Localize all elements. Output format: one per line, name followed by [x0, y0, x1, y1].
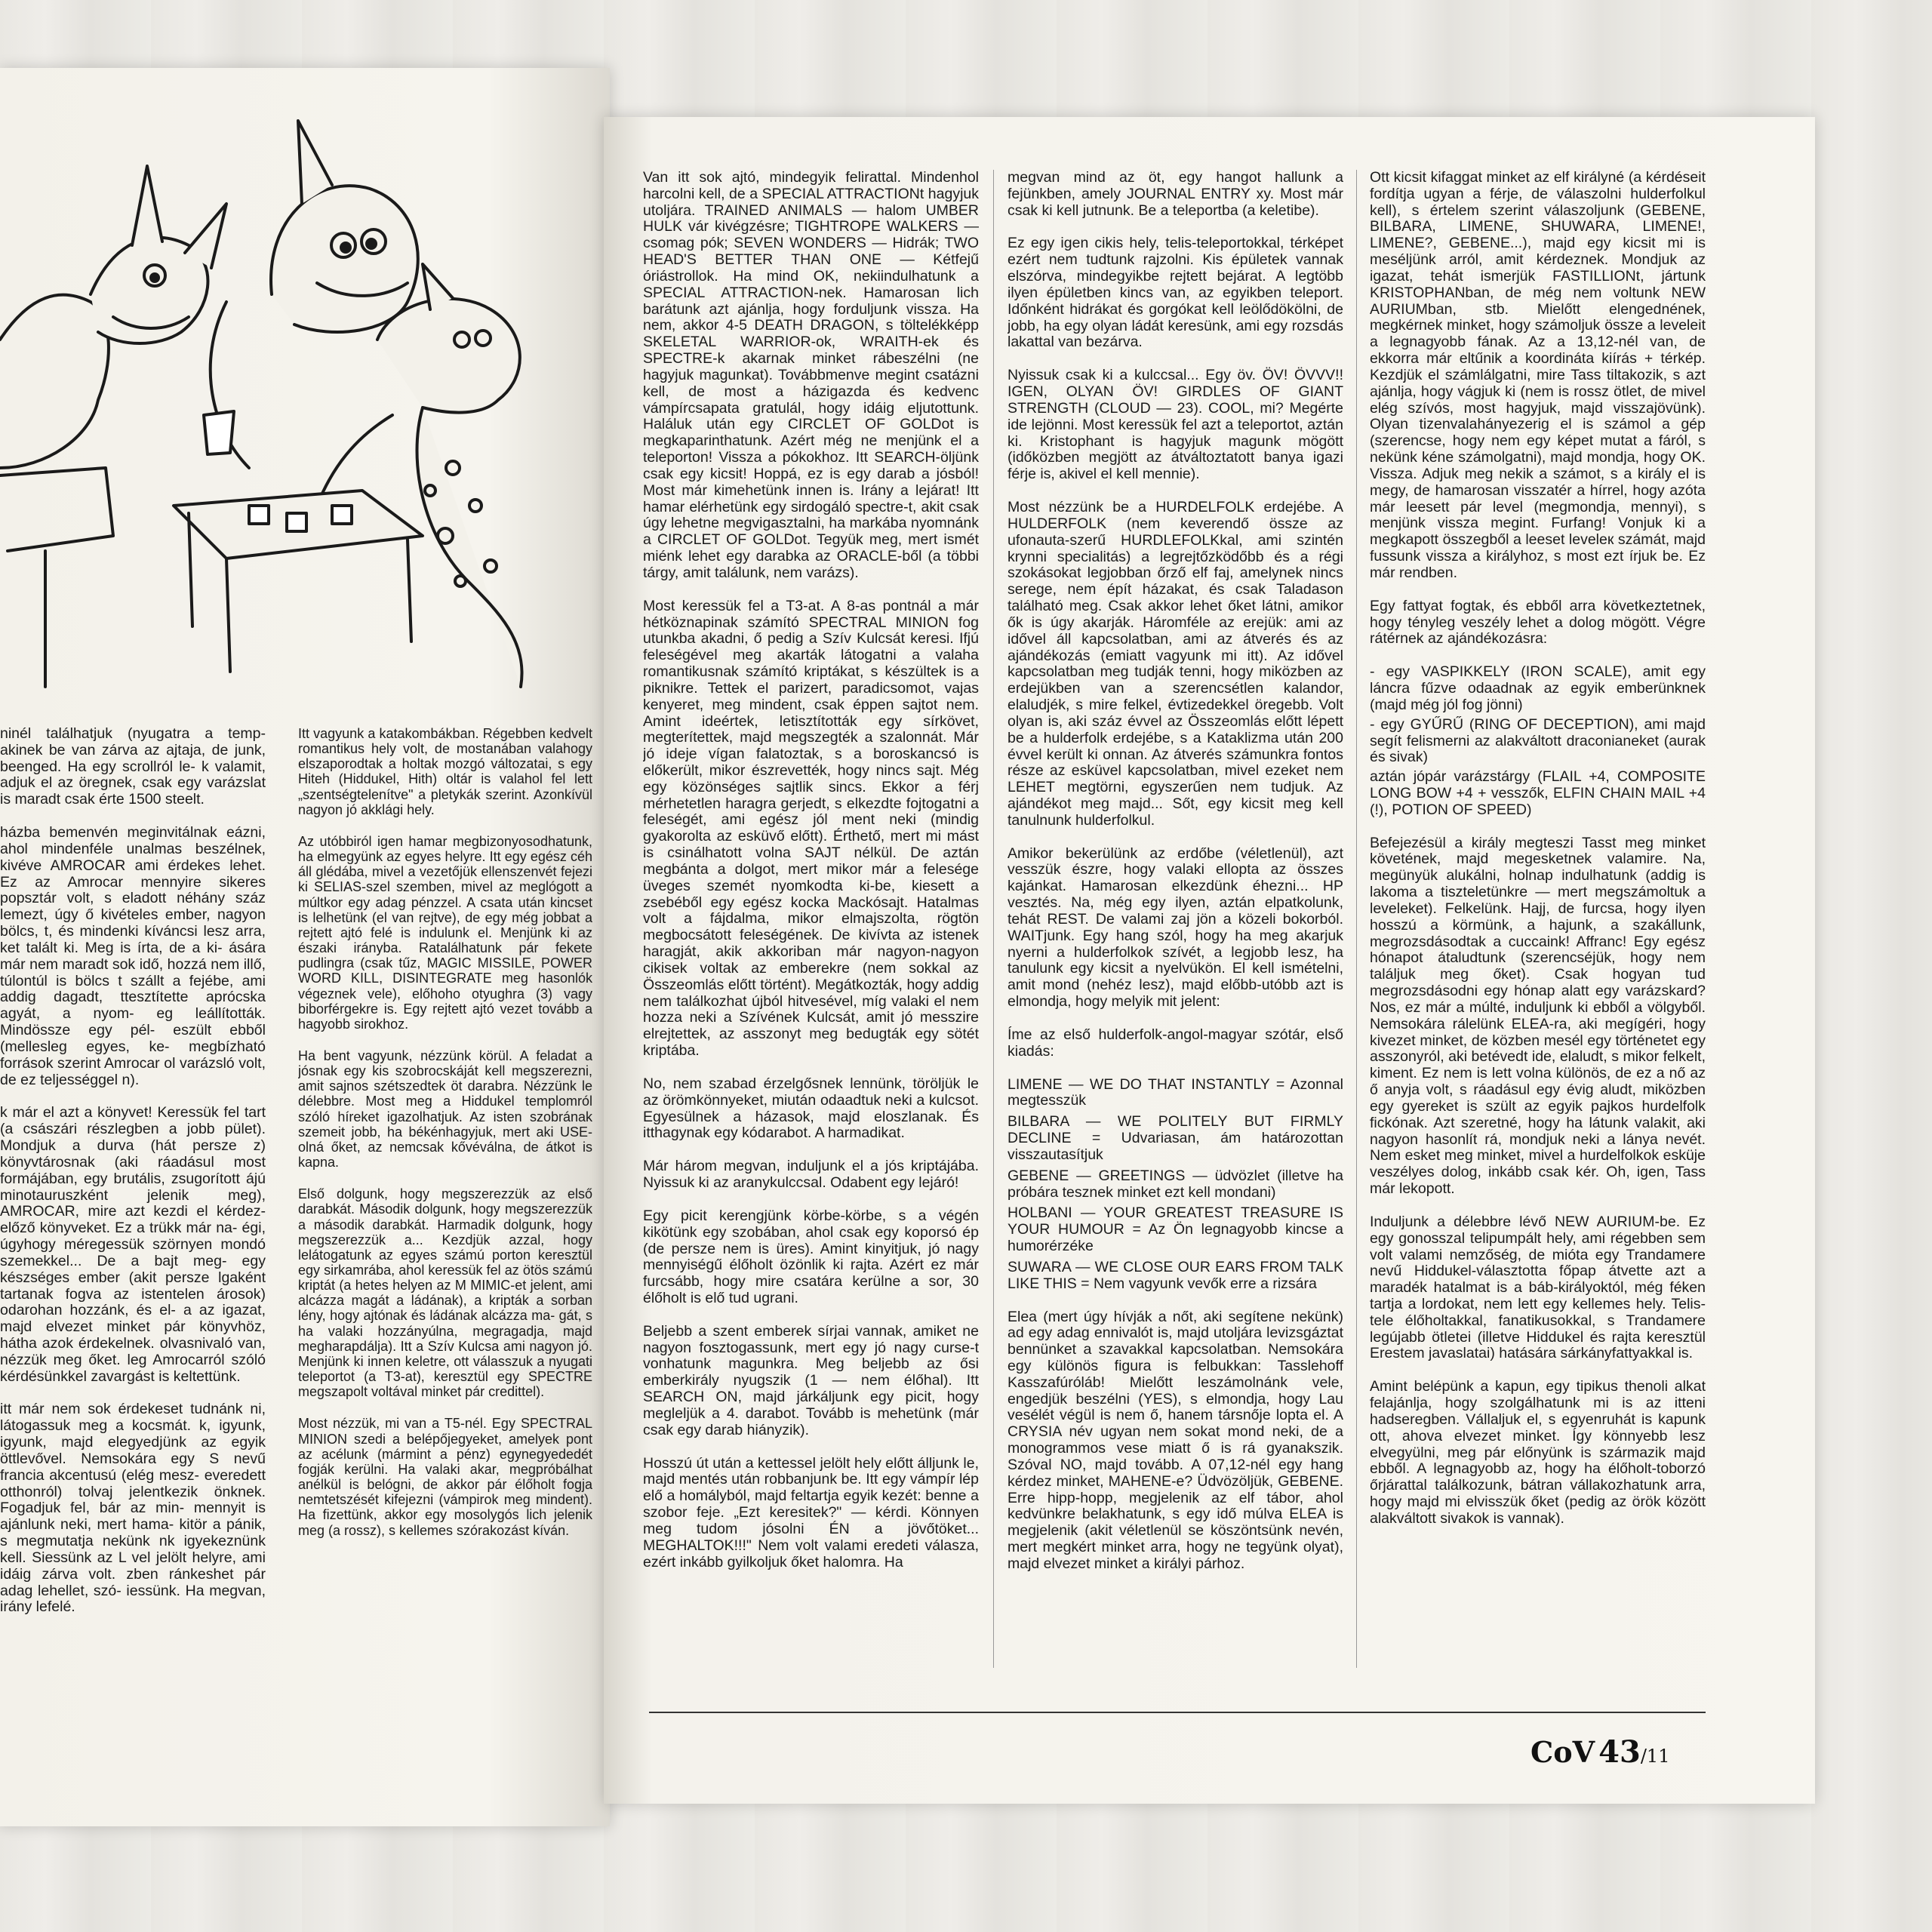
left-column-1: [0, 726, 266, 1745]
paragraph: Ez egy igen cikis hely, telis-teleportokkal, térképet ezért nem tudtunk rajzolni. Kis épületek vannak elszórva, mindegyikbe rejtett bejárat. A legtöbb ilyen épületben kincs van, az egyikben teleport. Időnként hidrákat és gorgókat kell leölődökölni, de jobb, ha egy olyan ládát keresünk, ami egy rozsdás lakattal van bezárva.: [1008, 235, 1343, 351]
paragraph: Most nézzünk be a HURDELFOLK erdejébe. A HULDERFOLK (nem keverendő össze az ufonauta-szerű HURDLEFOLKkal, ami szintén krynni specialitás) a legrejtőzködőbb és a régi szokásokat legjobban őrző elf faj, amelynek nincs serege, nem épít házakat, és csak Taladason található meg. Csak akkor lehet őket látni, amikor ők is úgy akarják. Háromféle az erejük: ami az idővel áll kapcsolatban, ami az átverés és az ajándékozás (emiatt vagyunk mi itt). Az idővel kapcsolatban meg tudják tenni, hogy miközben az erdejükben van a szerencsétlen kalandor, elaludjék, s mire felkel, évtizedekkel öregebb. Volt olyan is, aki száz évvel az Összeomlás előtt lépett be a hulderfolk erdejébe, s a Kataklizma után 200 évvel került ki onnan. Az átverés számunkra fontos része az esküvel kapcsolatban, mivel ezeket nem LEHET megtörni, egyszerűen nem tudjuk. Az ajándékot meg majd... Sőt, egy kicsit meg kell tanulnunk hulderfolkul.: [1008, 499, 1343, 829]
paragraph: Hosszú út után a kettessel jelölt hely előtt álljunk le, majd mentés után robbanjunk be. Itt egy vámpír lép elő a homályból, majd feltartja egyik kezét: benne a szobor feje. „Ezt keresitek?" — kérdi. Könnyen meg tudom jósolni ÉN a jövőtöket... MEGHALTOK!!!" Nem volt valami eredeti válasza, ezért inkább gyilkoljuk őket halomra. Ha: [643, 1454, 979, 1571]
paragraph: Nyissuk csak ki a kulccsal... Egy öv. ÖV! ÖVVV!! IGEN, OLYAN ÖV! GIRDLES OF GIANT STRENGTH (CLOUD — 23). COOL, mi? Megérte ide lejönni. Most keressük fel azt a teleportot, aztán ki. Kristophant is hagyjuk magunk mögött (időközben megjött az átváltoztatott banya igazi férje is, akivel el kell mennie).: [1008, 367, 1343, 483]
issue-number: 43: [1598, 1734, 1641, 1770]
right-column-3: [1370, 170, 1706, 1672]
paragraph: Most nézzük, mi van a T5-nél. Egy SPECTRAL MINION szedi a belépőjegyeket, amelyek pont az acélunk (mármint a pénz) egynegyededét fogják kerülni. Ha valaki akar, megpróbálhat anélkül is belógni, de akkor pár élőholt fogja nemtetszését kifejezni (vámpirok meg mindent). Ha fizettünk, akkor egy mosolygós lich jelenik meg (a rossz), s kellemes szórakozást kíván.: [298, 1416, 592, 1538]
right-column-2: [1008, 170, 1343, 1672]
left-column-2: [298, 726, 592, 1745]
paragraph: k már el azt a könyvet! Keressük fel tart (a császári részlegben a jobb pület). Mondjuk a durva (hát persze z) könyvtárosnak (aki ráadásul most formájában, egy brutális, zsugorított ájú minotauruszként jelenik meg), AMROCAR, mire azt kezdi el kérdez- előző könyveket. Ez a trükk már na- égi, úgyhogy méregessük szörnyen mondó szemekkel... De a bajt meg- egy készséges ember (akit persze lgaként tartanak fogva az istentelen árosok) odarohan hozzánk, és el- a az igazat, majd elvezet minket pár könyvhöz, hátha azok érdekelnek. olvasnivaló van, nézzük meg őket. leg Amrocarról szóló kérdésünkkel zavargást is keltettünk.: [0, 1104, 266, 1385]
paragraph: No, nem szabad érzelgősnek lennünk, töröljük le az örömkönnyeket, miután odaadtuk neki a kulcsot. Egyesülnek a házasok, majd eloszlanak. És itthagynak egy kódarabot. A harmadikat.: [643, 1075, 979, 1142]
paragraph: Ha bent vagyunk, nézzünk körül. A feladat a jósnak egy kis szobrocskáját kell megszerezni, amit sajnos szétszedtek öt darabra. Nézzünk le délebbre. Most meg a Hiddukel templomról szóló híreket igazolhatjuk. Az isten szobrának szemeit jobb, ha békénhagyjuk, mert aki USE-olná őket, az nemcsak kővéválna, de átkot is kapna.: [298, 1048, 592, 1171]
footer-rule: [649, 1712, 1706, 1713]
paragraph: Van itt sok ajtó, mindegyik felirattal. Mindenhol harcolni kell, de a SPECIAL ATTRACTIONt hagyjuk utoljára. TRAINED ANIMALS — halom UMBER HULK vár kivégzésre; TIGHTROPE WALKERS — csomag pók; SEVEN WONDERS — Hidrák; TWO HEAD'S BETTER THAN ONE — Kétfejű óriástrollok. Ha mind OK, nekiindulhatunk a SPECIAL ATTRACTION-nek. Hamarosan lich barátunk azt ajánlja, hogy forduljunk vissza. Ha nem, akkor 4-5 DEATH DRAGON, s töltelékképp SKELETAL WARRIOR-ok, WRAITH-ek és SPECTRE-k akarnak minket rábeszélni (ne hagyjuk magunkat). Továbbmenve megint csatázni kell, de most a házigazda és kedvenc vámpírcsapata gratulál, hogy idáig eljutottunk. Haláluk után egy CIRCLET OF GOLDot is megkaparinthatunk. Azért még ne menjünk el a teleporton! Vissza a pókokhoz. Itt SEARCH-öljünk csak egy kicsit! Hoppá, ez is egy darab a jósból! Most már kimehetünk innen is. Irány a lejárat! Itt hamar elérhetünk egy sirdogáló spectre-t, akit csak úgy lehetne megvigasztalni, ha markába nyomnánk a CIRCLET OF GOLDot. Tegyük meg, mert ismét miénk lehet egy darabka az ORACLE-ből (a többi tárgy, amit találunk, nem varázs).: [643, 170, 979, 581]
paragraph: Első dolgunk, hogy megszerezzük az első darabkát. Második dolgunk, hogy megszerezzük a második darabkát. Harmadik dolgunk, hogy megszerezzük a... Kezdjük azzal, hogy lelátogatunk az egyes számú porton keresztül egy sirkamrába, ahol keressük fel az ötös számú kriptát (a hetes helyen az M MIMIC-et jelent, ami alcázza magát a ládának), a kripták a sorban lény, hogy ajtónak és ládának alcázza ma- gát, s ha valaki hozzányúlna, megragadja, majd megharapdálja). Itt a Szív Kulcsa ami nagyon jó. Menjünk ki innen keletre, ott válasszuk a nyugati teleportot (a T3-at), keresztül egy SPECTRE megszapolt voltával minket pár credittel).: [298, 1186, 592, 1400]
paragraph: ninél találhatjuk (nyugatra a temp- akinek be van zárva az ajtaja, de junk, beenged. Ha egy scrollról le- k valamit, adjuk el az öregnek, csak egy varázslat is maradt csak érte 1500 steelt.: [0, 726, 266, 808]
paragraph: Most keressük fel a T3-at. A 8-as pontnál a már hétköznapinak számító SPECTRAL MINION fog utunkba akadni, ő pedig a Szív Kulcsát keresi. Ifjú feleségével meg akarták látogatni a valaha romantikusnak számító kriptákat, s készültek is a piknikre. Tettek el parizert, paradicsomot, vajas kenyeret, meg mindent, csak éppen sajtot nem. Amint ideértek, letisztították egy sírkövet, megterítettek, majd megszegték a szalonnát. Már jó ideje vígan falatoztak, s a boroskancsó is előkerült, mikor észrevették, hogy nincs sajt. Még egy közönséges sajtlik sincs. Ekkor a férj mérhetetlen haragra gerjedt, s elkezdte fojtogatni a feleségét, ami egész jól ment neki (mindig gyakorolta az esküvő előtt). Érthető, mert mi mást is csinálhatott volna SAJT nélkül. De aztán megbánta a dolgot, mert mikor már a felesége üveges szemét nyomkodta ki-be, kiesett a zsebéből egy egész kocka Mackósajt. Hatalmas volt a fájdalma, mikor elmajszolta, rögtön megbocsátott feleségének. De kivívta az istenek haragját, akik akkoriban már nagyon-nagyon cikisek voltak az emberekre (nem sokkal az Összeomlás előtt történt). Megátkozták, hogy addig nem találkozhat újból hitvesével, míg valaki el nem hozza neki a Szívének Kulcsát, amit jó messzire elrejtettek, az asszonyt meg bedugták egy sötét kriptába.: [643, 597, 979, 1060]
paragraph: Egy fattyat fogtak, és ebből arra következtetnek, hogy tényleg veszély lehet a dolog mögött. Végre rátérnek az ajándékozásra:: [1370, 597, 1706, 648]
paragraph: Elea (mert úgy hívják a nőt, aki segítene nekünk) ad egy adag ennivalót is, majd utoljára levizsgáztat bennünket a szavakkal kapcsolatban. Nemsokára egy különös figura is felbukkan: Tasslehoff Kasszafúróláb! Mielőtt leszámolnánk vele, engedjük beszélni (YES), s elmondja, hogy Lau vesélét végül is nem ő, hanem társnője lopta el. A CRYSIA név ugyan nem sokat mond neki, de a monogrammos vese miatt ő is rá gyanakszik. Szóval NO, majd tovább. A 07,12-nél egy hang kérdez minket, MAHENE-e? Üdvözöljük, GEBENE. Erre hipp-hopp, megjelenik az elf tábor, ahol kedvünkre belakhatunk, s egy idő múlva ELEA is megjelenik (akit véletlenül se köszöntsünk nevén, mert megkért minket arra, hogy ne tegyünk olyat), majd elvezet minket a királyi párhoz.: [1008, 1308, 1343, 1572]
page-folio: [1531, 1734, 1669, 1770]
column-divider: [1356, 170, 1357, 1668]
paragraph: Már három megvan, induljunk el a jós kriptájába. Nyissuk ki az aranykulccsal. Odabent egy lejáró!: [643, 1158, 979, 1192]
magazine-name: CoV: [1531, 1735, 1595, 1769]
right-column-1: [643, 170, 979, 1672]
paragraph: házba bemenvén meginvitálnak eázni, ahol mindenféle unalmas beszélnek, kivéve AMROCAR ami érdekes lehet. Ez az Amrocar mennyire sikeres popsztár volt, s eladott néhány száz lemezt, úgy ő kivételes ember, nagyon bölcs, t, és mindenki kíváncsi lesz arra, ket talált ki. Meg is írta, de a ki- ására már nem maradt sok idő, hozzá nem illő, túlontúl is bölcs t szállt a fejébe, ami addig dagadt, ttesztítette aprócska agyát, a nyom- eg leállították. Mindössze egy pél- eszült ebből (mellesleg egyes, ke- megbízható források szerint Amrocar ol varázsló volt, de ez teljességgel n).: [0, 824, 266, 1088]
paragraph: Beljebb a szent emberek sírjai vannak, amiket ne nagyon fosztogassunk, mert egy jó nagy curse-t vonhatunk magunkra. Meg beljebb az ősi emberkirály nyugszik (1 — nem élőhal). Itt SEARCH ON, majd járkáljunk egy picit, hogy megleljük a 4. darabot. Tovább is mehetünk (már csak egy darab hiányzik).: [643, 1322, 979, 1438]
page-number: /11: [1640, 1746, 1670, 1767]
dictionary-entry: GEBENE — GREETINGS — üdvözlet (illetve ha próbára tesznek minket ezt kell mondani): [1008, 1167, 1343, 1201]
list-item: - egy GYŰRŰ (RING OF DECEPTION), ami majd segít felismerni az alakváltott draconianeket (aurak és sivak): [1370, 715, 1706, 766]
dictionary-entry: SUWARA — WE CLOSE OUR EARS FROM TALK LIKE THIS = Nem vagyunk vevők erre a rizsára: [1008, 1258, 1343, 1292]
paragraph: Befejezésül a király megteszi Tasst meg minket követének, majd megesketnek valamire. Na, megünyük alukálni, holnap indulhatunk (addig is lakoma a tiszteletünkre — mert megszámoltuk a leveleket). Felkelünk. Hajj, de furcsa, hogy ilyen hosszú a körmünk, a hajunk, a szakállunk, megrozsdásodtak a cuccaink! Affranc! Egy egész hónapot átaludtunk (szerencséjük, hogy nem találjuk meg őket). Csak hogyan tud megrozsdásodni egy hónap alatt egy varázskard? Nos, ez már a múlté, induljunk ki ebből a völgyből. Nemsokára rálelünk ELEA-ra, aki megígéri, hogy kivezet minket, de közben mesél egy történetet egy asszonyról, aki betévedt ide, elaludt, s mikor felkelt, kiment. Ez nem is lett volna különös, de ez a nő az ő anyja volt, s ráadásul egy évig aludt, miközben egy gyereket is szült az egyik pajkos hurdelfolk fickónak. Azt szeretné, hogy ha látunk valakit, aki nagyon hasonlít rá, mondjuk neki a lánya nevét. Nem esket meg minket, mivel a hurdelfolkok esküje veszélyes dolog, inkább csak kér. Oh, igen, Tass már lekopott.: [1370, 834, 1706, 1198]
paragraph: Induljunk a délebbre lévő NEW AURIUM-be. Ez egy gonosszal telipumpált hely, ami régebben sem volt valami nemzőség, de mióta egy Trandamere nevű Hiddukel-választotta főpap átvette azt a maradék hatalmat is a báb-királyoktól, még féken tartja a lordokat, nem lett egy kellemes hely. Telis-tele élőholtakkal, fanatikusokkal, s Trandamere legújabb ötletei (illetve Hiddukel és rajta keresztül Erestem javaslatai) hatására sárkányfattyakkal is.: [1370, 1213, 1706, 1362]
dictionary-entry: HOLBANI — YOUR GREATEST TREASURE IS YOUR HUMOUR = Az Ön legnagyobb kincse a humorérzéke: [1008, 1204, 1343, 1255]
paragraph: Íme az első hulderfolk-angol-magyar szótár, első kiadás:: [1008, 1026, 1343, 1060]
paragraph: Egy picit kerengjünk körbe-körbe, s a végén kikötünk egy szobában, ahol csak egy koporsó ép (de persze nem is üres). Amint kinyitjuk, jó nagy mennyiségű élőholt özönlik ki rajta. Azért ez már furcsább, hogy mire csatára kerülne a sor, 30 élőholt is elő tud ugrani.: [643, 1207, 979, 1306]
paragraph: itt már nem sok érdekeset tudnánk ni, látogassuk meg a kocsmát. k, igyunk, igyunk, majd elegyedjünk az egyik öttlevővel. Nemsokára egy S nevű francia akcentusú (elég mesz- everedett otthonról) tolvaj jelentkezik önknek. Fogadjuk fel, bár az min- mennyit is ajánlunk neki, mert hama- kitör a pánik, s megmutatja nekünk nk igyekeznünk kell. Siessünk az L vel jelölt helyre, ami idáig zárva volt. zben ránkeshet pár adag lehellet, szó- iessünk. Ha megvan, irány lefelé.: [0, 1401, 266, 1616]
list-item: - egy VASPIKKELY (IRON SCALE), amit egy láncra fűzve odaadnak az egyik emberünknek (majd még jól fog jönni): [1370, 663, 1706, 713]
paragraph: Itt vagyunk a katakombákban. Régebben kedvelt romantikus hely volt, de mostanában valahogy elszaporodtak a holtak mozgó változatai, s egy Hiteh (Hiddukel, Hith) oltár is valahol fel lett „szentségtelenítve" a pletykák szerint. Azonkívül nagyon jó akklági hely.: [298, 726, 592, 817]
paragraph: megvan mind az öt, egy hangot hallunk a fejünkben, amely JOURNAL ENTRY xy. Most már csak ki kell jutnunk. Be a teleportba (a keletibe).: [1008, 170, 1343, 219]
column-divider: [993, 170, 994, 1668]
paragraph: Amint belépünk a kapun, egy tipikus thenoli alkat felajánlja, hogy szolgálhatunk mi is az itteni hadseregben. Vállaljuk el, s egyenruhát is kapunk ott, ahova elvezet minket. Így könnyebb lesz elvegyülni, meg pár előnyünk is származik majd ebből. A legnagyobb az, hogy ha élőholt-toborzó őrjárattal találkozunk, bátran vállakozhatunk arra, hogy majd mi elvisszük őket (pedig az örök között alakváltott sivakok is vannak).: [1370, 1378, 1706, 1527]
dragons-illustration: [0, 113, 596, 702]
paragraph: Az utóbbiról igen hamar megbizonyosodhatunk, ha elmegyünk az egyes helyre. Itt egy egész céh áll glédába, mivel a vezetőjük ellenszenvét fejezi ki SELIAS-szel szemben, mivel az meglógott a múltkor egy adag pénzzel. A csata után kincset is lelhetünk (el van rejtve), de egy még jobbat a rejtett ajtó felé is indulunk el. Menjünk ki az északi irányba. Ratalálhatunk pár fekete pudlingra (csak tűz, MAGIC MISSILE, POWER WORD KILL, DISINTEGRATE meg hasonlók végeznek vele), előhoho otyughra (3) vagy biborférgekre is. Egy rejtett ajtó vezet tovább a hagyobb sirokhoz.: [298, 833, 592, 1032]
dictionary-entry: BILBARA — WE POLITELY BUT FIRMLY DECLINE = Udvariasan, ám határozottan visszautasítjuk: [1008, 1113, 1343, 1163]
paragraph: Amikor bekerülünk az erdőbe (véletlenül), azt vesszük észre, hogy valaki ellopta az összes kajánkat. Hamarosan elkezdünk éhezni... HP vesztés. Na, még egy ilyen, aztán elpatkolunk, tehát REST. De valami zaj jön a közeli bokorból. WAITjunk. Egy hang szól, hogy ha meg akarjuk nyerni a hulderfolkok szívét, a legjobb lesz, ha tanulunk egy kicsit a nyelvükön. El kell ismételni, amit mond (nehéz lesz), majd előbb-utóbb azt is elmondja, hogy melyik mit jelent:: [1008, 844, 1343, 1011]
paragraph: Ott kicsit kifaggat minket az elf királyné (a kérdéseit fordítja ugyan a férje, de válaszolni hulderfolkul kell), s értelem szerint válaszoljunk (GEBENE, BILBARA, LIMENE, SHUWARA, LIMENE!, LIMENE?, GEBENE...), majd egy kicsit mi is meséljünk arról, amit kérdeznek. Mondjuk az igazat, tehát ismerjük FASTILLIONt, jártunk KRISTOPHANban, de még nem voltunk NEW AURIUMban, stb. Mielőtt elengednének, megkérnek minket, hogy számoljuk össze a leveleit a legnagyobb fának. Az a 13,12-nél van, de ekkorra már eltűnik a koordináta kiírás + térkép. Kezdjük el számlálgatni, mire Tass tiltakozik, s azt ajánlja, hogy vágjuk ki (nem is rossz ötlet, de mivel elég szívós, most hagyjuk, majd visszajövünk). Olyan tizenvalahányezerig el is számol a gép (szerencse, hogy nem egy képet mutat a fáról, s nekünk kéne számolgatni), majd mondja, hogy OK. Vissza. Adjuk meg nekik a számot, s a király el is megy, de hamarosan visszatér a hírrel, hogy azóta már leesett pár level (megmondja, mennyi), s menjünk vissza megint. Furfang! Vonjuk ki a megkapott összegből a leeset leveleк számát, majd fussunk vissza a királyhoz, s most ezt írjuk be. Ez már rendben.: [1370, 170, 1706, 581]
dictionary-entry: LIMENE — WE DO THAT INSTANTLY = Azonnal megtesszük: [1008, 1075, 1343, 1109]
paragraph: aztán jópár varázstárgy (FLAIL +4, COMPOSITE LONG BOW +4 + vesszők, ELFIN CHAIN MAIL +4 (!), POTION OF SPEED): [1370, 768, 1706, 818]
